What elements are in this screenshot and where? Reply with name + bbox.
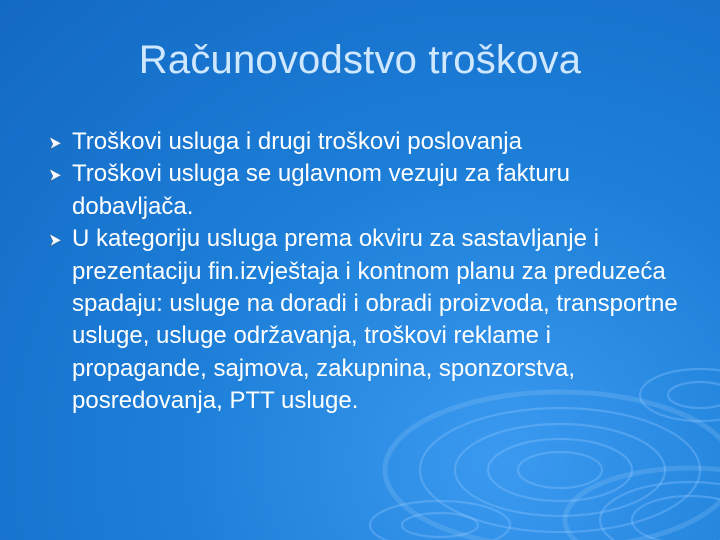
- arrow-bullet-icon: [48, 168, 63, 183]
- bullet-item: [48, 158, 688, 223]
- slide-title: Računovodstvo troškova: [138, 38, 582, 82]
- bullet-item: [48, 223, 688, 417]
- arrow-bullet-icon: [48, 136, 63, 151]
- bullet-list: [48, 126, 688, 418]
- bullet-text: Troškovi usluga se uglavnom vezuju za fakturu dobavljača.: [72, 160, 571, 220]
- bullet-item: [48, 126, 688, 158]
- bullet-text: Troškovi usluga i drugi troškovi poslovanja: [72, 128, 522, 155]
- arrow-bullet-icon: [48, 233, 63, 248]
- bullet-text: U kategoriju usluga prema okviru za sastavljanje i prezentaciju fin.izvještaja i kontnom planu za preduzeća spadaju: usluge na doradi i obradi proizvoda, transportne usluge, usluge održavanja, troškovi reklame i propagande, sajmova, zakupnina, sponzorstva, posredovanja, PTT usluge.: [72, 225, 678, 415]
